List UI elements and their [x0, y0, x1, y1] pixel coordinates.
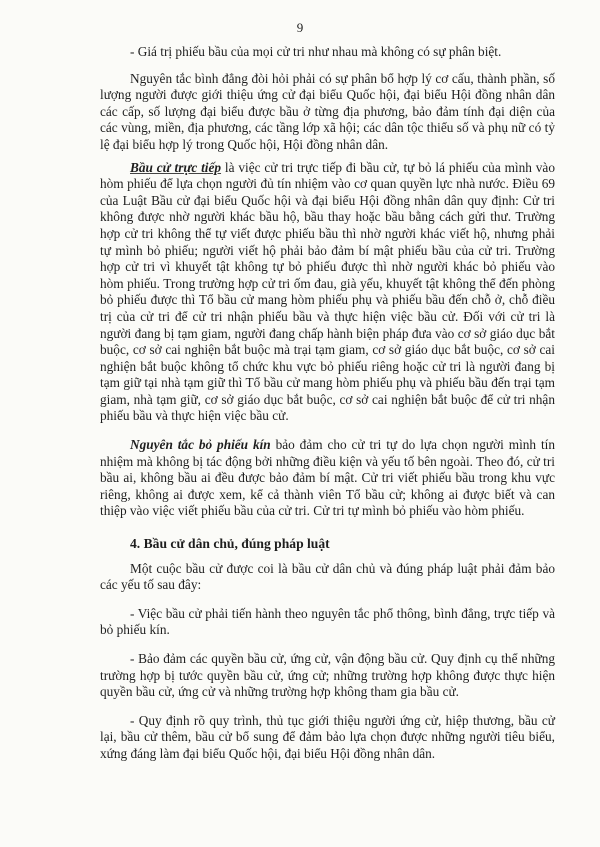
list-item: - Việc bầu cử phải tiến hành theo nguyên tắc phổ thông, bình đẳng, trực tiếp và bỏ phiếu kín.	[100, 605, 555, 638]
page-number: 9	[296, 20, 304, 35]
secret-ballot-text: bảo đảm cho cử tri tự do lựa chọn người mình tín nhiệm mà không bị tác động bởi những điều kiện và yếu tố bên ngoài. Theo đó, cử tri bầu ai, không bầu ai đều được bảo đảm bí mật. Cử tri viết phiếu bầu trong khu vực riêng, không ai được xem, kể cả thành viên Tổ bầu cử; không ai được biết và can thiệp vào việc viết phiếu bầu của cử tri. Cử tri tự mình bỏ phiếu vào hòm phiếu.	[100, 437, 555, 519]
intro-line: - Giá trị phiếu bầu của mọi cử tri như nhau mà không có sự phân biệt.	[130, 44, 502, 59]
direct-election-term: Bầu cử trực tiếp	[130, 159, 222, 175]
section-heading: 4. Bầu cử dân chủ, đúng pháp luật	[130, 536, 330, 552]
list-item: - Quy định rõ quy trình, thủ tục giới thiệu người ứng cử, hiệp thương, bầu cử lại, bầu cử thêm, bầu cử bổ sung để đảm bảo lựa chọn được những người tiêu biểu, xứng đáng làm đại biểu Quốc hội, đại biểu Hội đồng nhân dân.	[100, 712, 555, 761]
section-intro: Một cuộc bầu cử được coi là bầu cử dân chủ và đúng pháp luật phải đảm bảo các yếu tố sau đây:	[100, 560, 555, 593]
equality-paragraph: Nguyên tắc bình đẳng đòi hỏi phải có sự phân bổ hợp lý cơ cấu, thành phần, số lượng người được giới thiệu ứng cử đại biểu Quốc hội, đại biểu Hội đồng nhân dân các cấp, số lượng đại biểu được bầu ở từng địa phương, bảo đảm tính đại diện của các vùng, miền, địa phương, các tầng lớp xã hội; các dân tộc thiểu số và phụ nữ có tỷ lệ đại biểu hợp lý trong Quốc hội, Hội đồng nhân dân.	[100, 70, 555, 152]
list-item: - Bảo đảm các quyền bầu cử, ứng cử, vận động bầu cử. Quy định cụ thể những trường hợp bị tước quyền bầu cử, ứng cử; những trường hợp không được thực hiện quyền bầu cử, ứng cử và những trường hợp không tham gia bầu cử.	[100, 651, 555, 700]
secret-ballot-term: Nguyên tắc bỏ phiếu kín	[130, 437, 271, 453]
secret-ballot-paragraph	[100, 437, 555, 520]
document-body	[100, 44, 555, 763]
direct-election-paragraph	[100, 160, 555, 426]
direct-election-text: là việc cử tri trực tiếp đi bầu cử, tự bỏ lá phiếu của mình vào hòm phiếu để lựa chọn người đủ tín nhiệm vào cơ quan quyền lực nhà nước. Điều 69 của Luật Bầu cử đại biểu Quốc hội và đại biểu Hội đồng nhân dân quy định: Cử tri không được nhờ người khác bầu hộ, bầu thay hoặc bầu bằng cách gửi thư. Trường hợp cử tri không thể tự viết được phiếu bầu thì nhờ người khác viết hộ, nhưng phải tự mình bỏ phiếu; người viết hộ phải bảo đảm bí mật phiếu bầu của cử tri. Trường hợp cử tri vì khuyết tật không tự bỏ phiếu được thì nhờ người khác bỏ phiếu vào hòm phiếu. Trong trường hợp cử tri ốm đau, già yếu, khuyết tật không thể đến phòng bỏ phiếu được thì Tổ bầu cử mang hòm phiếu phụ và phiếu bầu đến chỗ ở, chỗ điều trị của cử tri để cử tri nhận phiếu bầu và thực hiện việc bầu cử. Đối với cử tri là người đang bị tạm giam, người đang chấp hành biện pháp đưa vào cơ sở giáo dục bắt buộc, cơ sở cai nghiện bắt buộc mà trại tạm giam, cơ sở giáo dục bắt buộc, cơ sở cai nghiện bắt buộc không tổ chức khu vực bỏ phiếu riêng hoặc cử tri là người đang bị tạm giữ tại nhà tạm giữ thì Tổ bầu cử mang hòm phiếu phụ và phiếu bầu đến trại tạm giam, nhà tạm giữ, cơ sở giáo dục bắt buộc, cơ sở cai nghiện bắt buộc để cử tri nhận phiếu bầu và thực hiện việc bầu cử.	[100, 159, 555, 424]
